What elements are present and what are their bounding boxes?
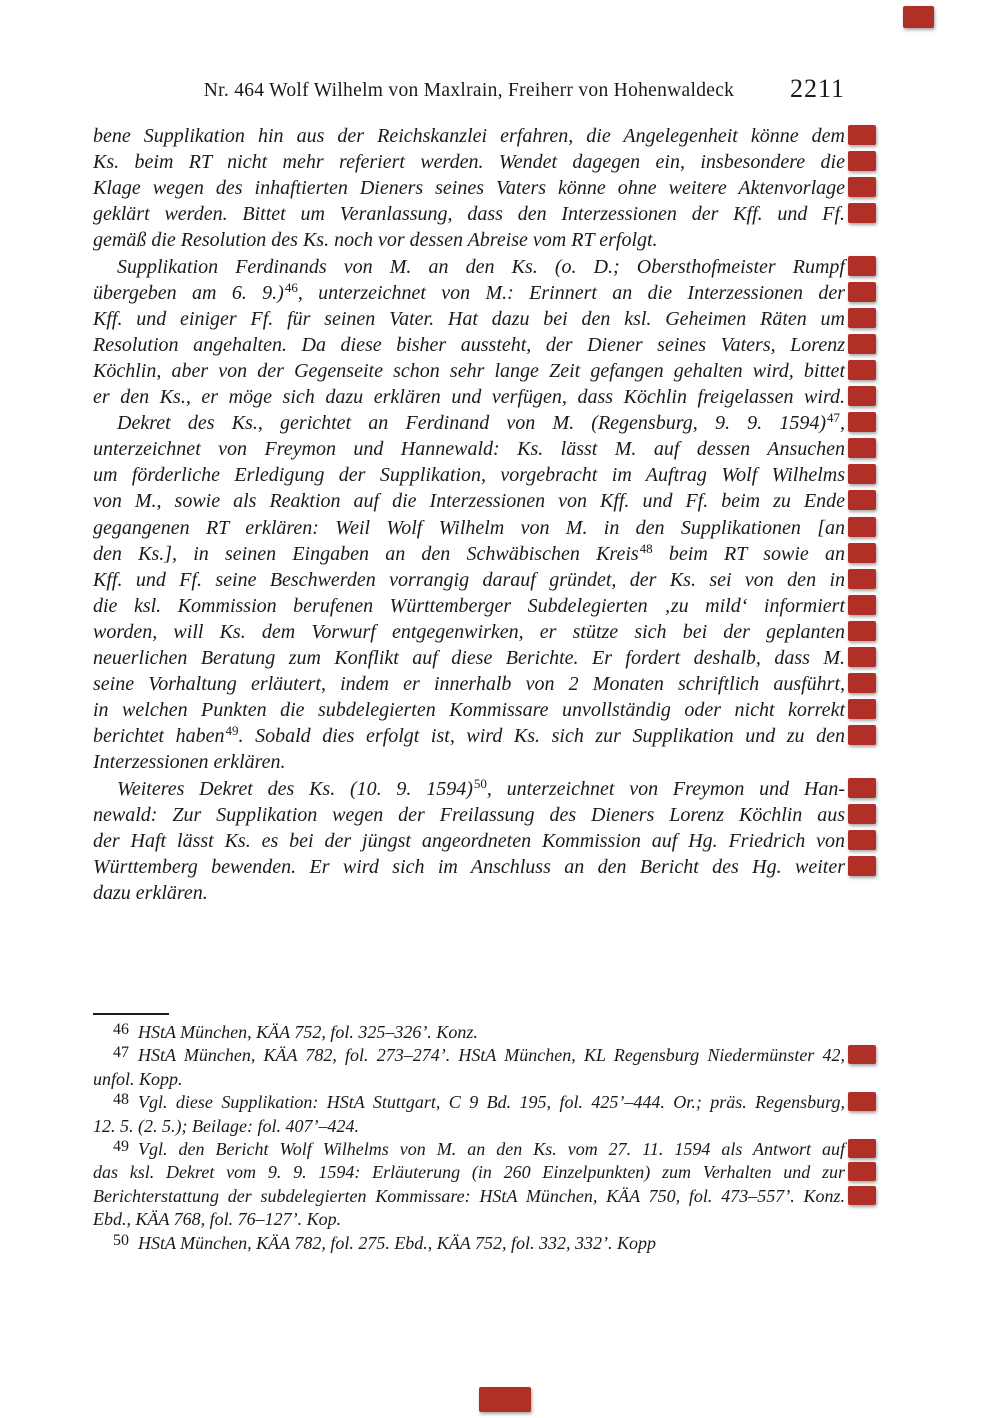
text-line — [93, 358, 845, 384]
text-segment: gemäß die Resolution des Ks. noch vor dessen Abreise vom RT erfolgt. — [93, 229, 658, 252]
text-segment: unterzeichnet von Freymon und Hannewald: Ks. lässt M. auf dessen Ansuchen — [93, 438, 845, 461]
line-end-marker — [848, 595, 876, 615]
footnote-line — [93, 1232, 845, 1256]
text-line — [93, 280, 845, 308]
footnote-text: unfol. Kopp. — [93, 1068, 183, 1089]
text-line — [93, 567, 845, 593]
footnote-line — [93, 1091, 845, 1115]
text-line — [93, 802, 845, 828]
text-line — [93, 515, 845, 541]
text-line — [93, 149, 845, 175]
line-end-marker — [848, 360, 876, 380]
text-line — [93, 123, 845, 149]
text-segment: Ks. beim RT nicht mehr referiert werden. Wendet dagegen ein, insbesondere die — [93, 151, 845, 174]
line-end-marker — [848, 647, 876, 667]
annotation-box-bottom-center — [479, 1387, 531, 1412]
text-segment: beim RT sowie an — [652, 542, 845, 565]
text-line — [93, 201, 845, 227]
text-segment: Resolution angehalten. Da diese bisher aussteht, der Diener seines Vaters, Lorenz — [93, 333, 845, 356]
text-segment: Kff. und einiger Ff. für seinen Vater. Hat dazu bei den ksl. Geheimen Räten um — [93, 307, 845, 330]
line-end-marker — [848, 543, 876, 563]
footnote-text: HStA München, KÄA 782, fol. 273–274’. HStA München, KL Regensburg Niedermünster 42, — [138, 1045, 845, 1066]
line-end-marker — [848, 203, 876, 223]
footnote-number: 48 — [113, 1091, 129, 1109]
footnote-ref: 49 — [225, 723, 239, 739]
line-end-marker — [848, 621, 876, 641]
footnote-line — [93, 1115, 845, 1138]
footnote-text: Berichterstattung der subdelegierten Kommissare: HStA München, KÄA 750, fol. 473–557’. Konz. — [93, 1185, 845, 1206]
footnote-text: 12. 5. (2. 5.); Beilage: fol. 407’–424. — [93, 1115, 359, 1136]
line-end-marker — [848, 308, 876, 328]
text-segment: Württemberg bewenden. Er wird sich im Anschluss an den Bericht des Hg. weiter — [93, 855, 845, 878]
line-end-marker — [848, 177, 876, 197]
footnote-text: Vgl. diese Supplikation: HStA Stuttgart, C 9 Bd. 195, fol. 425’–444. Or.; präs. Regensburg, — [138, 1092, 845, 1113]
text-line — [93, 306, 845, 332]
line-end-marker — [848, 569, 876, 589]
footnote-number: 47 — [113, 1044, 129, 1062]
text-line — [93, 828, 845, 854]
text-segment: Interzessionen erklären. — [93, 751, 286, 774]
text-segment: er den Ks., er möge sich dazu erklären und verfügen, dass Köchlin freigelassen wird. — [93, 386, 845, 408]
text-line — [93, 384, 845, 410]
text-line — [93, 175, 845, 201]
text-line — [93, 488, 845, 514]
text-line — [93, 541, 845, 569]
footnote-text: HStA München, KÄA 782, fol. 275. Ebd., KÄA 752, fol. 332, 332’. Kopp — [138, 1232, 656, 1253]
text-line — [93, 776, 845, 804]
text-segment: Köchlin, aber von der Gegenseite schon sehr lange Zeit gefangen gehalten wird, bittet — [93, 359, 845, 382]
text-segment: dazu erklären. — [93, 881, 208, 904]
text-line — [93, 436, 845, 462]
text-segment: , unterzeichnet von M.: Erinnert an die Interzessionen der — [297, 281, 845, 304]
line-end-marker — [848, 438, 876, 458]
line-end-marker — [848, 282, 876, 302]
footnote-line — [93, 1185, 845, 1208]
text-segment: in welchen Punkten die subdelegierten Kommissare unvollständig oder nicht korrekt — [93, 699, 845, 722]
text-segment: . Sobald dies erfolgt ist, wird Ks. sich zur Supplikation und zu den — [238, 725, 846, 748]
footnote-text: Ebd., KÄA 768, fol. 76–127’. Kop. — [93, 1209, 342, 1230]
line-end-marker — [848, 856, 876, 876]
text-segment: , — [840, 412, 845, 435]
line-end-marker — [848, 830, 876, 850]
annotation-box-top-right — [903, 6, 934, 28]
text-segment: berichtet haben — [93, 725, 225, 748]
text-line — [93, 671, 845, 697]
text-line — [93, 332, 845, 358]
footnote-line — [93, 1044, 845, 1068]
text-line — [93, 254, 845, 280]
text-line — [93, 593, 845, 619]
line-end-marker — [848, 1045, 876, 1064]
text-line — [93, 880, 845, 906]
line-end-marker — [848, 490, 876, 510]
footnote-text: HStA München, KÄA 752, fol. 325–326’. Konz. — [138, 1022, 478, 1042]
text-segment: der Haft lässt Ks. es bei der jüngst angeordneten Kommission auf Hg. Friedrich von — [93, 829, 845, 852]
text-line — [93, 749, 845, 775]
line-end-marker — [848, 1139, 876, 1158]
text-segment: Weiteres Dekret des Ks. (10. 9. 1594) — [117, 777, 473, 800]
text-segment: , unterzeichnet von Freymon und Han- — [486, 777, 845, 800]
page-header-title: Nr. 464 Wolf Wilhelm von Maxlrain, Freiherr von Hohenwaldeck — [203, 80, 735, 101]
line-end-marker — [848, 464, 876, 484]
line-end-marker — [848, 151, 876, 171]
line-end-marker — [848, 386, 876, 406]
text-segment: Kff. und Ff. seine Beschwerden vorrangig darauf gründet, der Ks. sei von den in — [93, 568, 845, 591]
text-line — [93, 645, 845, 671]
text-segment: newald: Zur Supplikation wegen der Freilassung des Dieners Lorenz Köchlin aus — [93, 803, 845, 826]
text-segment: übergeben am 6. 9.) — [93, 281, 284, 304]
line-end-marker — [848, 699, 876, 719]
line-end-marker — [848, 778, 876, 798]
text-segment: von M., sowie als Reaktion auf die Interzessionen von Kff. und Ff. beim zu Ende — [93, 490, 845, 513]
text-line — [93, 619, 845, 645]
text-segment: gegangenen RT erklären: Weil Wolf Wilhelm von M. in den Supplikationen [an — [93, 516, 845, 539]
footnote-line — [93, 1021, 845, 1045]
page-number: 2211 — [790, 74, 846, 103]
text-segment: seine Vorhaltung erläutert, indem er innerhalb von 2 Monaten schriftlich ausführt, — [93, 673, 845, 696]
line-end-marker — [848, 256, 876, 276]
text-segment: worden, will Ks. dem Vorwurf entgegenwirken, er stütze sich bei der geplanten — [93, 620, 845, 643]
text-segment: den Ks.], in seinen Eingaben an den Schwäbischen Kreis — [93, 542, 639, 565]
line-end-marker — [848, 673, 876, 693]
footnote-ref: 48 — [639, 540, 653, 556]
footnote-line — [93, 1161, 845, 1184]
line-end-marker — [848, 804, 876, 824]
footnote-line — [93, 1068, 845, 1091]
footnote-ref: 47 — [827, 410, 840, 426]
footnote-text: Vgl. den Bericht Wolf Wilhelms von M. an den Ks. vom 27. 11. 1594 als Antwort auf — [138, 1139, 845, 1159]
text-segment: um förderliche Erledigung der Supplikation, vorgebracht im Auftrag Wolf Wilhelms — [93, 464, 845, 487]
text-segment: geklärt werden. Bittet um Veranlassung, dass den Interzessionen der Kff. und Ff. — [93, 203, 845, 226]
footnote-ref: 50 — [473, 775, 487, 791]
text-line — [93, 227, 845, 253]
text-segment: neuerlichen Beratung zum Konflikt auf diese Berichte. Er fordert deshalb, dass M. — [93, 647, 845, 669]
line-end-marker — [848, 725, 876, 745]
text-line — [93, 723, 845, 751]
text-line — [93, 462, 845, 488]
line-end-marker — [848, 1092, 876, 1111]
text-line — [93, 410, 845, 438]
footnote-separator-rule — [93, 1013, 169, 1015]
line-end-marker — [848, 334, 876, 354]
text-segment: bene Supplikation hin aus der Reichskanzlei erfahren, die Angelegenheit könne dem — [93, 125, 845, 147]
line-end-marker — [848, 1162, 876, 1181]
text-line — [93, 854, 845, 880]
line-end-marker — [848, 517, 876, 537]
text-segment: Dekret des Ks., gerichtet an Ferdinand von M. (Regensburg, 9. 9. 1594) — [117, 412, 826, 435]
text-segment: Supplikation Ferdinands von M. an den Ks. (o. D.; Obersthofmeister Rumpf — [117, 255, 845, 278]
footnote-ref: 46 — [284, 279, 298, 295]
footnote-line — [93, 1208, 845, 1231]
footnote-number: 50 — [113, 1231, 129, 1249]
footnote-line — [93, 1138, 845, 1162]
line-end-marker — [848, 125, 876, 145]
footnote-number: 49 — [113, 1138, 129, 1155]
line-end-marker — [848, 1186, 876, 1205]
footnote-text: das ksl. Dekret vom 9. 9. 1594: Erläuterung (in 260 Einzelpunkten) zum Verhalten und zur — [93, 1162, 845, 1183]
line-end-marker — [848, 412, 876, 432]
text-segment: Klage wegen des inhaftierten Dieners seines Vaters könne ohne weitere Aktenvorlage — [93, 177, 845, 200]
text-segment: die ksl. Kommission berufenen Württemberger Subdelegierten ‚zu mild‘ informiert — [93, 594, 845, 617]
footnote-number: 46 — [113, 1021, 129, 1038]
text-line — [93, 697, 845, 723]
